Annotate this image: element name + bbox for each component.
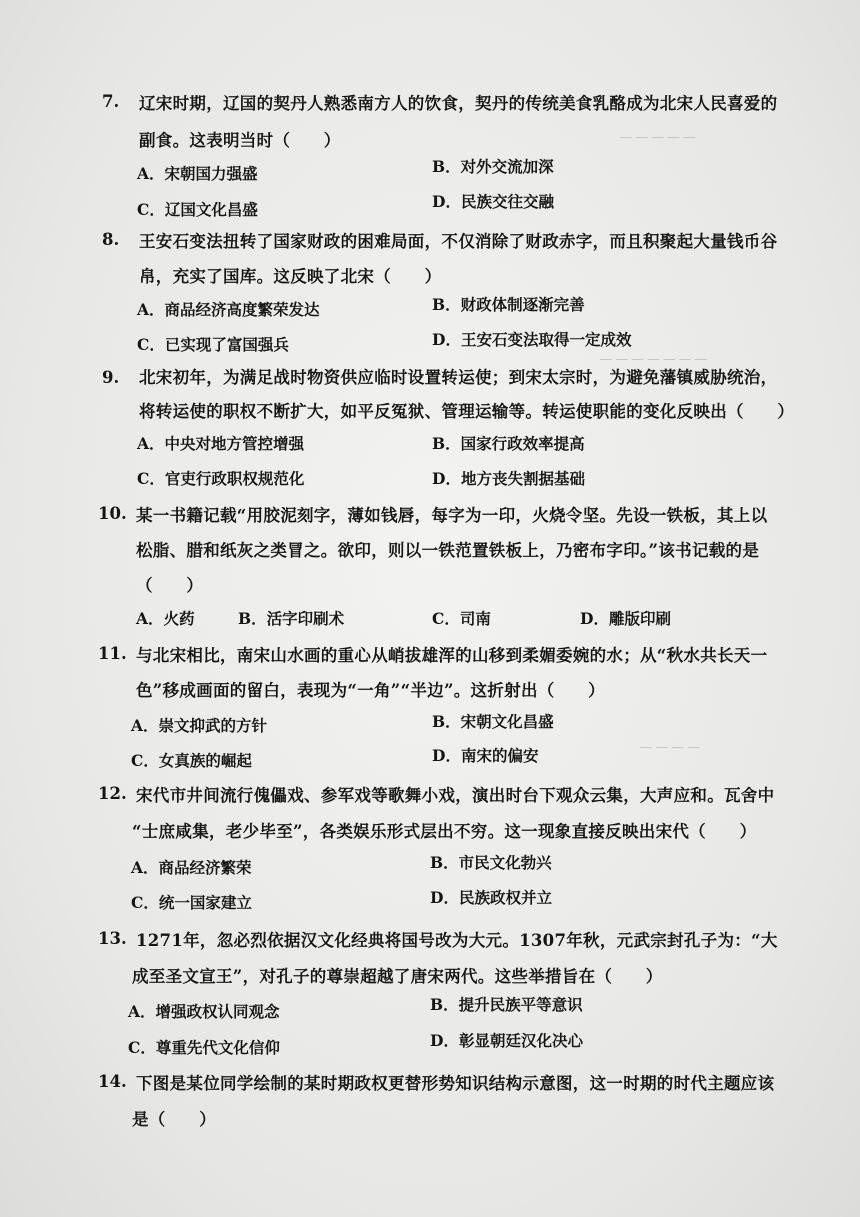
- question-text-line: 与北宋相比，南宋山水画的重心从峭拔雄浑的山移到柔媚委婉的水；从“秋水共长天一: [136, 646, 768, 665]
- option-c: C．统一国家建立: [131, 893, 252, 912]
- option-c: C．尊重先代文化信仰: [128, 1038, 280, 1057]
- question-text-line: 下图是某位同学绘制的某时期政权更替形势知识结构示意图，这一时期的时代主题应该: [136, 1074, 775, 1093]
- question-text-line: 王安石变法扭转了国家财政的困难局面，不仅消除了财政赤字，而且积聚起大量钱币谷: [139, 232, 778, 251]
- option-b: B．对外交流加深: [432, 157, 554, 176]
- option-b: B．活字印刷术: [238, 609, 345, 628]
- option-d: D．地方丧失割据基础: [432, 469, 585, 488]
- answer-blank: （ ）: [136, 576, 204, 595]
- option-d: D．雕版印刷: [580, 609, 671, 628]
- option-c: C．女真族的崛起: [131, 751, 252, 770]
- option-a: A．增强政权认同观念: [128, 1002, 280, 1021]
- question-text-line: “士庶咸集，老少毕至”，各类娱乐形式层出不穷。这一现象直接反映出宋代（ ）: [132, 822, 757, 841]
- question-text-line: 1271年，忽必烈依据汉文化经典将国号改为大元。1307年秋，元武宗封孔子为：“大: [136, 931, 778, 950]
- option-c: C．司南: [432, 609, 491, 628]
- option-a: A．宋朝国力强盛: [137, 164, 258, 183]
- option-a: A．商品经济繁荣: [131, 858, 252, 877]
- option-b: B．国家行政效率提高: [432, 434, 585, 453]
- option-b: B．财政体制逐渐完善: [432, 295, 585, 314]
- question-number: 10.: [98, 504, 127, 523]
- option-a: A．中央对地方管控增强: [137, 434, 305, 453]
- option-d: D．南宋的偏安: [432, 746, 539, 765]
- option-b: B．宋朝文化昌盛: [432, 712, 554, 731]
- question-number: 11.: [98, 644, 127, 663]
- option-a: A．崇文抑武的方针: [131, 716, 268, 735]
- option-b: B．市民文化勃兴: [430, 853, 552, 872]
- bleed-through-text: ― ― ― ―: [640, 740, 700, 754]
- option-b: B．提升民族平等意识: [430, 995, 583, 1014]
- question-text-line: 将转运使的职权不断扩大，如平反冤狱、管理运输等。转运使职能的变化反映出（ ）: [139, 402, 795, 421]
- question-text-line: 松脂、腊和纸灰之类冒之。欲印，则以一铁范置铁板上，乃密布字印。”该书记载的是: [136, 541, 760, 560]
- option-d: D．王安石变法取得一定成效: [432, 330, 632, 349]
- bleed-through-text: ― ― ― ― ― ― ―: [600, 352, 707, 366]
- option-c: C．已实现了富国强兵: [137, 335, 289, 354]
- question-text-line: 色”移成画面的留白，表现为“一角”“半边”。这折射出（ ）: [136, 681, 605, 700]
- question-text-line: 辽宋时期，辽国的契丹人熟悉南方人的饮食，契丹的传统美食乳酪成为北宋人民喜爱的: [139, 94, 778, 113]
- question-text-line: 北宋初年，为满足战时物资供应临时设置转运使；到宋太宗时，为避免藩镇威胁统治，: [139, 368, 778, 387]
- option-d: D．彰显朝廷汉化决心: [430, 1031, 583, 1050]
- question-number: 13.: [98, 929, 127, 948]
- question-text-line: 某一书籍记载“用胶泥刻字，薄如钱唇，每字为一印，火烧令坚。先设一铁板，其上以: [136, 506, 768, 525]
- question-number: 7.: [102, 92, 120, 111]
- question-text-line: 是（ ）: [132, 1110, 216, 1129]
- option-d: D．民族交往交融: [432, 192, 554, 211]
- option-d: D．民族政权并立: [430, 888, 552, 907]
- question-text-line: 副食。这表明当时（ ）: [139, 131, 341, 150]
- option-a: A．火药: [136, 609, 195, 628]
- question-text-line: 宋代市井间流行傀儡戏、参军戏等歌舞小戏，演出时台下观众云集，大声应和。瓦舍中: [136, 786, 775, 805]
- question-text-line: 帛，充实了国库。这反映了北宋（ ）: [139, 267, 442, 286]
- question-text-line: 成至圣文宣王”，对孔子的尊崇超越了唐宋两代。这些举措旨在（ ）: [132, 967, 663, 986]
- option-c: C．官吏行政职权规范化: [137, 469, 305, 488]
- question-number: 8.: [102, 230, 120, 249]
- option-c: C．辽国文化昌盛: [137, 200, 258, 219]
- bleed-through-text: ― ― ― ― ―: [620, 130, 696, 144]
- option-a: A．商品经济高度繁荣发达: [137, 300, 320, 319]
- question-number: 12.: [98, 784, 127, 803]
- question-number: 9.: [102, 368, 120, 387]
- question-number: 14.: [98, 1072, 127, 1091]
